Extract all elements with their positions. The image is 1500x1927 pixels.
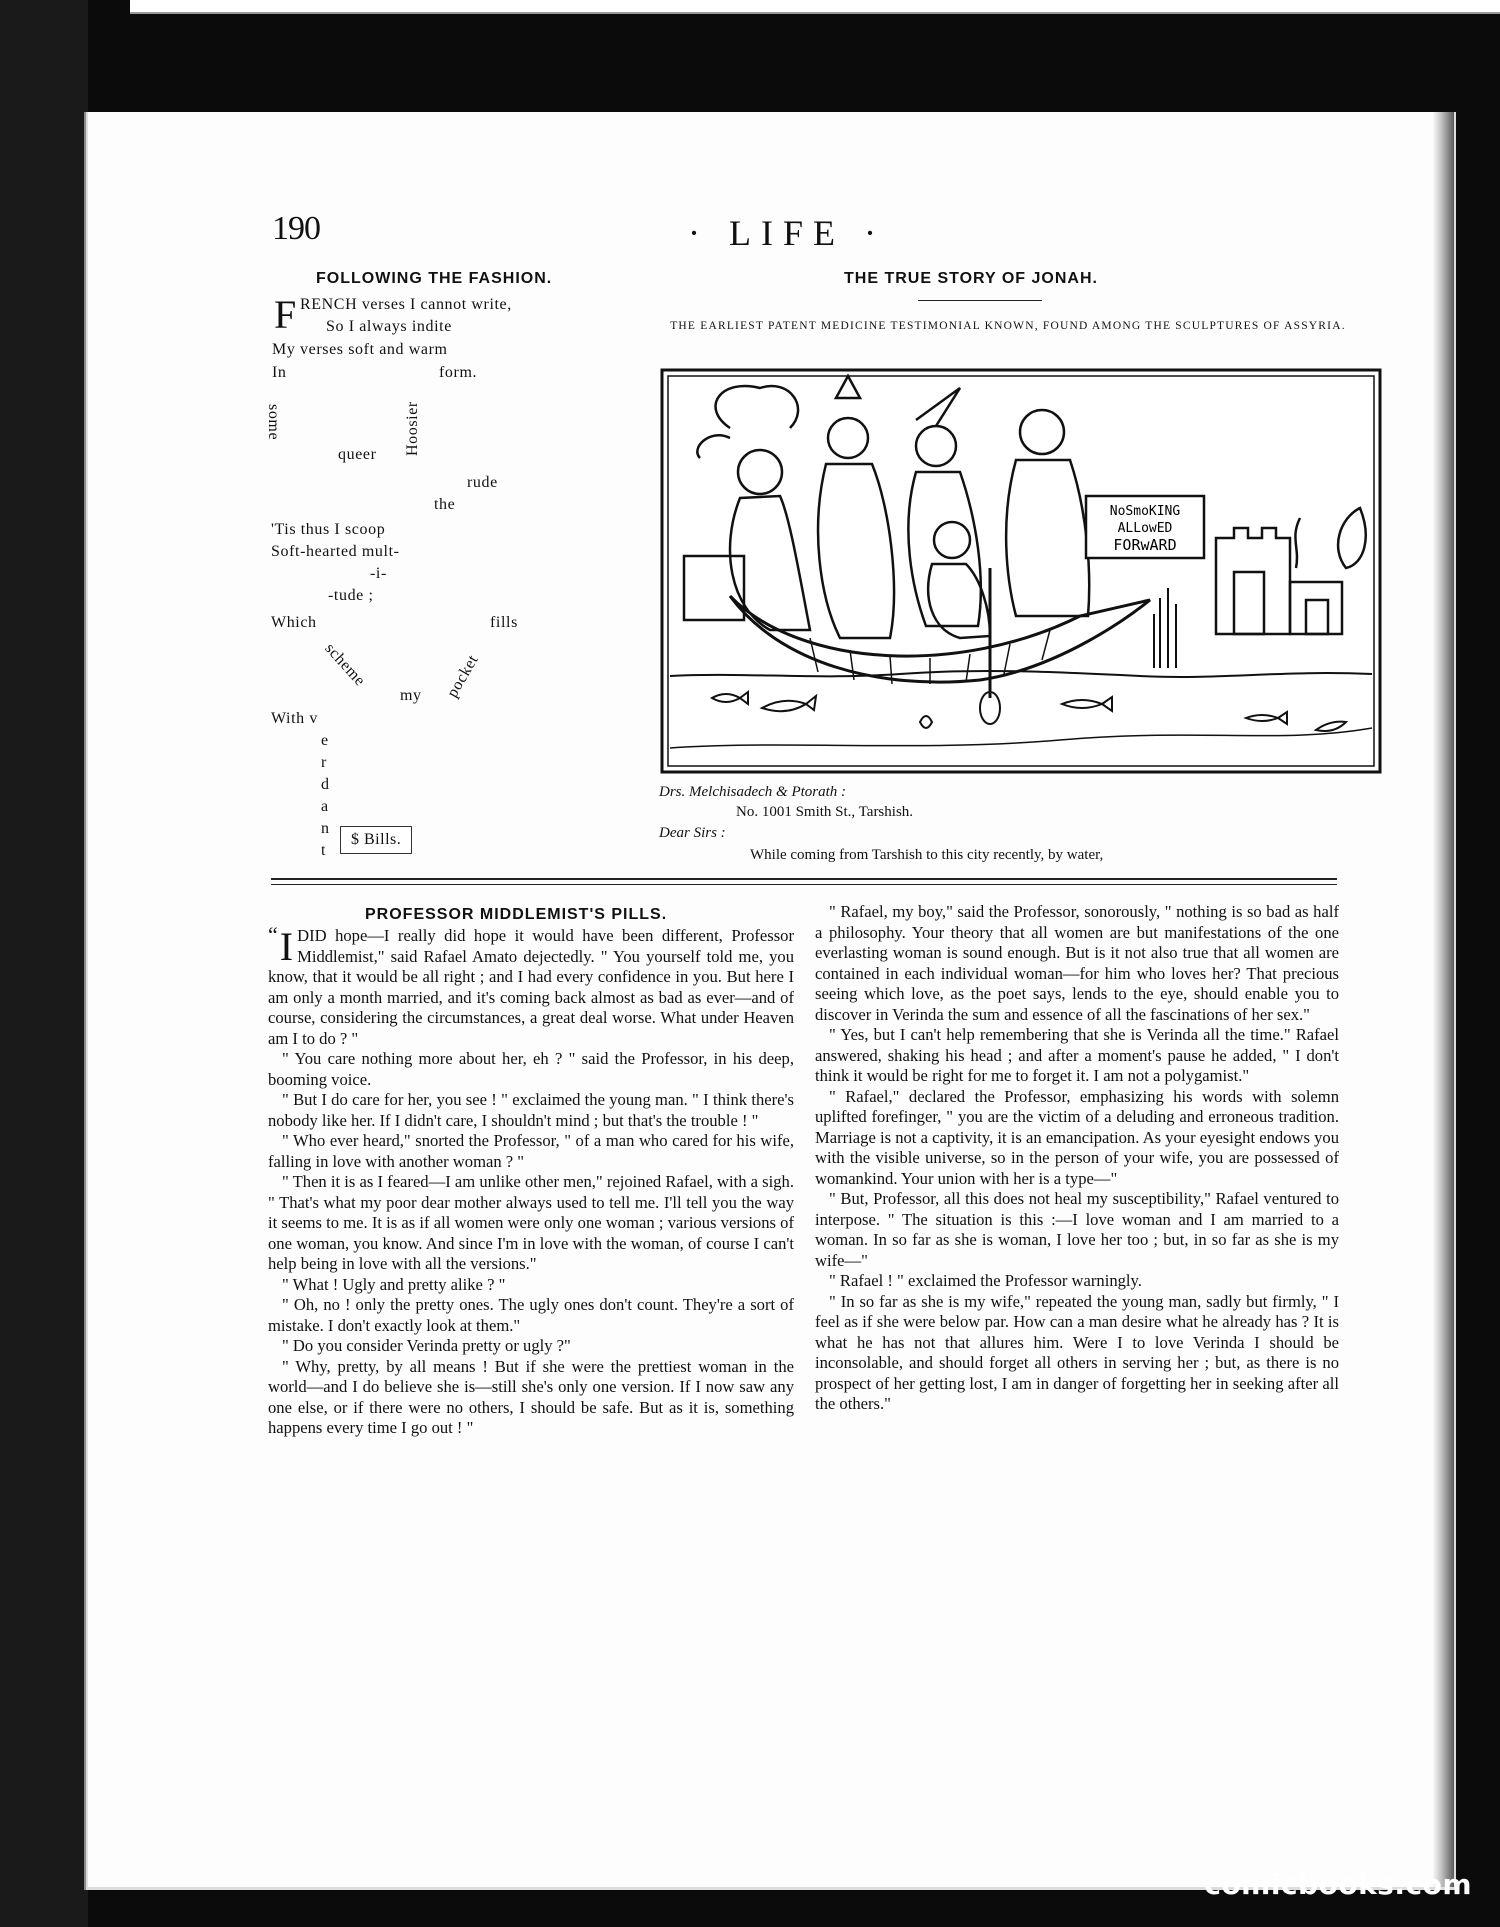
- page-number: 190: [272, 210, 320, 247]
- story-paragraph: " You care nothing more about her, eh ? " said the Professor, in his deep, booming voice.: [268, 1049, 794, 1089]
- poem-shape-word: queer: [338, 446, 377, 463]
- poem-line: RENCH verses I cannot write,: [300, 296, 512, 313]
- story-column-right: [815, 902, 1339, 1415]
- poem-shape-word: the: [434, 496, 456, 513]
- previous-page-edge: [130, 0, 1500, 14]
- story-column-left: [268, 922, 794, 1439]
- sign-text-1: NoSmoKING: [1109, 504, 1181, 519]
- bills-box: $ Bills.: [340, 826, 412, 854]
- verdant-letter: d: [321, 776, 330, 793]
- verdant-letter: a: [321, 798, 329, 815]
- poem-line: Soft-hearted mult-: [271, 543, 400, 560]
- story-paragraph: " What ! Ugly and pretty alike ? ": [282, 1274, 506, 1294]
- scanner-background: [0, 0, 88, 1927]
- masthead: · LIFE ·: [688, 213, 886, 253]
- jonah-subtitle: THE EARLIEST PATENT MEDICINE TESTIMONIAL KNOWN, FOUND AMONG THE SCULPTURES OF ASSYRIA.: [670, 320, 1346, 332]
- divider-rule: [271, 878, 1337, 880]
- poem-shape-word: rude: [467, 474, 498, 491]
- story-paragraph: " Who ever heard," snorted the Professor, " of a man who cared for his wife, falling in love with another woman ? ": [268, 1131, 794, 1171]
- poem-line: fills: [490, 614, 518, 631]
- verdant-letter: n: [321, 820, 330, 837]
- letter-address: No. 1001 Smith St., Tarshish.: [736, 804, 914, 820]
- story-paragraph: " Rafael, my boy," said the Professor, sonorously, " nothing is so bad as half a philosophy. Your theory that all women are but manifestations of the one everlasting woman is sound enough. But is it not also true that all women are contained in each individual woman—for him who loves her? That precious seeing which love, as the poet says, lends to the eye, should enable you to discover in Verinda the sum and essence of all the fascinations of her sex.": [815, 902, 1339, 1024]
- poem-line: -tude ;: [328, 587, 374, 604]
- poem-line: -i-: [370, 565, 387, 582]
- poem-shape-word: Hoosier: [404, 401, 421, 456]
- verdant-letter: r: [321, 754, 327, 771]
- verdant-letter: e: [321, 732, 329, 749]
- jonah-illustration: [660, 368, 1382, 774]
- poem-shape-word: some: [265, 404, 282, 441]
- poem-title: FOLLOWING THE FASHION.: [316, 270, 553, 287]
- poem-line: In: [272, 364, 287, 381]
- poem-line: So I always indite: [326, 318, 452, 335]
- story-paragraph: " In so far as she is my wife," repeated the young man, sadly but firmly, " I feel as if she were below par. How can a man desire what he already has ? It is what he has not that allures him. Were I to love Verinda I should be inconsolable, and should forget all others in serving her ; but, as there is no prospect of her getting lost, I am in danger of forgetting her in seeking after all the others.": [815, 1291, 1339, 1413]
- opening-quote: “: [268, 922, 278, 947]
- poem-shape-word: my: [400, 687, 422, 704]
- poem-line: With v: [271, 710, 318, 727]
- magazine-page: [88, 112, 1450, 1887]
- story-title: PROFESSOR MIDDLEMIST'S PILLS.: [365, 906, 668, 923]
- watermark: comicbooks.com: [1204, 1868, 1472, 1901]
- letter-line: While coming from Tarshish to this city recently, by water,: [750, 847, 1104, 863]
- poem-line: Which: [271, 614, 317, 631]
- poem-line: My verses soft and warm: [272, 341, 448, 358]
- jonah-title: THE TRUE STORY OF JONAH.: [844, 270, 1098, 287]
- story-paragraph: " Rafael ! " exclaimed the Professor warningly.: [829, 1271, 1142, 1290]
- letter-salutation: Dear Sirs :: [659, 825, 726, 841]
- dropcap-i: I: [279, 924, 294, 969]
- poem-line: form.: [439, 364, 478, 381]
- poem-line: 'Tis thus I scoop: [271, 521, 386, 538]
- sign-text-2: ALLowED: [1117, 521, 1173, 536]
- poem-shape-word: pocket: [444, 651, 482, 701]
- story-paragraph: " Rafael," declared the Professor, emphasizing his words with solemn uplifted forefinger, " you are the victim of a deluding and erroneous tradition. Marriage is not a captivity, it is an emancipation. As your eyesight endows you with the visible universe, so in the person of your wife, you are possessed of womankind. Your union with her is a type—": [815, 1086, 1339, 1188]
- story-paragraph: “ I DID hope—I really did hope it would have been different, Professor Middlemist," said Rafael Amato dejectedly. " You yourself told me, you know, that it would be all right ; and I had every confidence in you. But here I am only a month married, and it's coming back almost as bad as ever—and of course, considering the circumstances, a great deal worse. What under Heaven am I to do ? ": [268, 922, 794, 1048]
- sign-text-3: FORwARD: [1113, 536, 1177, 554]
- story-paragraph: " Why, pretty, by all means ! But if she were the prettiest woman in the world—and I do believe she is—still she's only one version. If I now saw any one else, or if there were no others, I should be safe. But as it is, something happens every time I go out ! ": [268, 1356, 794, 1437]
- poem-dropcap: F: [274, 292, 297, 337]
- story-paragraph: " Then it is as I feared—I am unlike other men," rejoined Rafael, with a sigh. " That's what my poor dear mother always used to tell me. I'll tell you the way it seems to me. It is as if all women were only one woman ; various versions of one woman, you know. And since I'm in love with the woman, of course I can't help being in love with all the versions.": [268, 1172, 794, 1273]
- story-paragraph: " But I do care for her, you see ! " exclaimed the young man. " I think there's nobody like her. If I didn't care, I shouldn't mind ; but that's the trouble ! ": [268, 1090, 794, 1130]
- story-paragraph: " Do you consider Verinda pretty or ugly ?": [282, 1336, 571, 1355]
- story-paragraph: " Oh, no ! only the pretty ones. The ugly ones don't count. They're a sort of mistake. I don't exactly look at them.": [268, 1295, 794, 1335]
- story-paragraph: " But, Professor, all this does not heal my susceptibility," Rafael ventured to interpose. " The situation is this :—I love woman and I am married to a woman. In so far as she is woman, I love her too ; but, in so far as she is my wife—": [815, 1189, 1339, 1270]
- title-rule: [918, 300, 1042, 301]
- story-paragraph: " Yes, but I can't help remembering that she is Verinda all the time." Rafael answered, shaking his head ; and after a moment's pause he added, " I don't think it would be right for me to forget it. I am not a polygamist.": [815, 1025, 1339, 1085]
- page-fold-shadow: [1432, 112, 1454, 1887]
- divider-rule: [271, 884, 1337, 885]
- letter-addressee: Drs. Melchisadech & Ptorath :: [659, 784, 847, 800]
- poem-shape-word: scheme: [321, 640, 369, 690]
- verdant-letter: t: [321, 842, 327, 859]
